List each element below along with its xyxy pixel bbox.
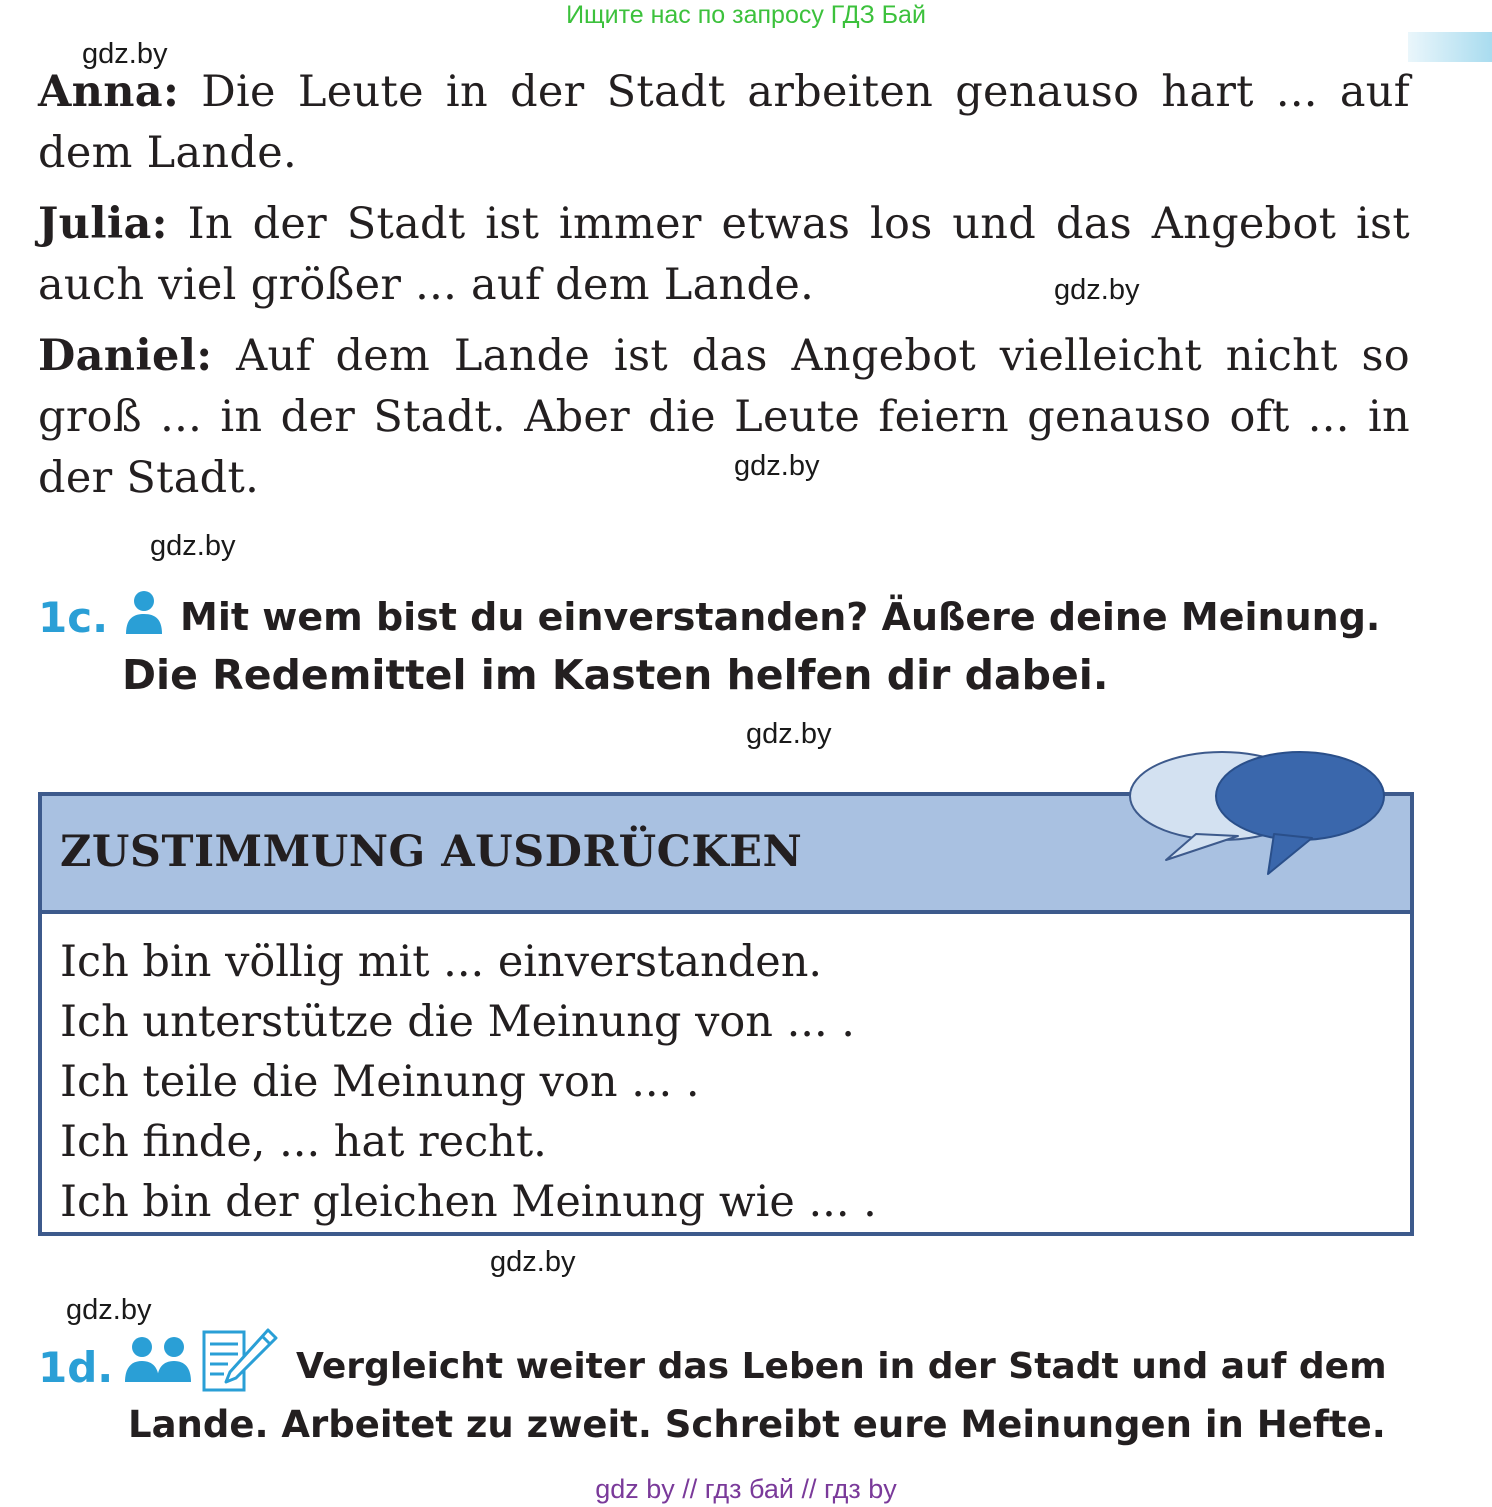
phrase-list <box>60 932 877 1232</box>
task-1d-line2: Lande. Arbeitet zu zweit. Schreibt eure Meinungen in Hefte. <box>128 1403 1386 1446</box>
notebook-pen-icon <box>198 1326 280 1394</box>
task-number-1c: 1c. <box>38 593 109 642</box>
footer-watermark: gdz by // гдз бай // гдз by <box>595 1474 897 1504</box>
watermark: gdz.by <box>1054 274 1140 306</box>
corner-decoration <box>1408 32 1492 62</box>
phrase-box-title: ZUSTIMMUNG AUSDRÜCKEN <box>60 827 803 877</box>
pair-icon <box>124 1336 192 1382</box>
watermark: gdz.by <box>746 718 832 750</box>
speaker-name: Julia: <box>38 199 168 249</box>
dialogue-text: Die Leute in der Stadt arbeiten genauso hart ... auf dem Lande. <box>38 67 1411 178</box>
phrase-item: Ich unterstütze die Meinung von ... . <box>60 997 855 1047</box>
watermark: gdz.by <box>734 450 820 482</box>
dialogue-text: Auf dem Lande ist das Angebot vielleicht nicht so groß ... in der Stadt. Aber die Leute feiern genauso oft ... in der Stadt. <box>38 331 1410 503</box>
watermark: gdz.by <box>490 1246 576 1278</box>
dialogue-text: In der Stadt ist immer etwas los und das Angebot ist auch viel größer ... auf dem Lande. <box>38 199 1410 310</box>
task-1c-line2: Die Redemittel im Kasten helfen dir dabei. <box>122 651 1109 699</box>
speaker-name: Daniel: <box>38 331 213 381</box>
task-1c-line1: Mit wem bist du einverstanden? Äußere deine Meinung. <box>180 595 1381 639</box>
task-number-1d: 1d. <box>38 1343 114 1392</box>
dialogue-anna <box>38 62 1410 184</box>
watermark: gdz.by <box>66 1294 152 1326</box>
watermark: gdz.by <box>150 530 236 562</box>
task-1d-line1: Vergleicht weiter das Leben in der Stadt und auf dem <box>296 1346 1387 1387</box>
phrase-item: Ich bin völlig mit ... einverstanden. <box>60 937 823 987</box>
dialogue-julia <box>38 194 1410 316</box>
dialogue-daniel <box>38 326 1410 509</box>
watermark: gdz.by <box>82 38 168 70</box>
speech-bubbles-icon <box>1126 748 1388 878</box>
top-banner: Ищите нас по запросу ГДЗ Бай <box>566 1 926 29</box>
phrase-item: Ich finde, ... hat recht. <box>60 1117 547 1167</box>
phrase-item: Ich bin der gleichen Meinung wie ... . <box>60 1177 877 1227</box>
speaker-name: Anna: <box>38 67 180 117</box>
phrase-item: Ich teile die Meinung von ... . <box>60 1057 700 1107</box>
person-icon <box>124 590 164 634</box>
